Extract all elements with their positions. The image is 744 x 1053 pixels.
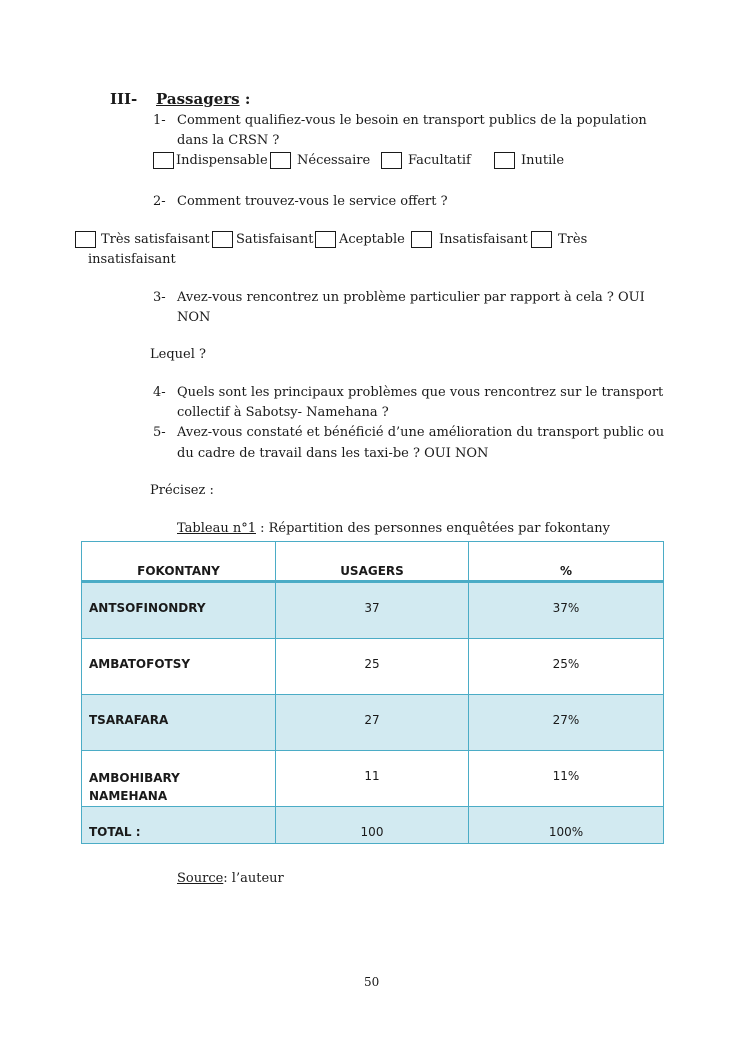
section-number: III- (110, 90, 138, 108)
fokontany-table (81, 541, 664, 844)
section-title-colon: : (239, 90, 251, 108)
q4-text-line1: Quels sont les principaux problèmes que vous rencontrez sur le transport (177, 385, 664, 400)
q1-option-inutile: Inutile (521, 153, 565, 168)
cell-fokontany: ANTSOFINONDRY (82, 582, 276, 639)
cell-fokontany: AMBOHIBARY NAMEHANA (82, 751, 276, 807)
cell-percent: 25% (469, 639, 664, 695)
q5-text-line1: Avez-vous constaté et bénéficié d’une amélioration du transport public ou (177, 425, 665, 440)
table-row (82, 751, 664, 807)
header-percent: % (469, 542, 664, 582)
table-header-row (82, 542, 664, 582)
q2-option-aceptable: Aceptable (339, 232, 405, 247)
cell-usagers: 25 (276, 639, 469, 695)
q2-option-satisfaisant: Satisfaisant (236, 232, 314, 247)
q1-option-necessaire: Nécessaire (297, 153, 371, 168)
q1-number: 1- (153, 113, 166, 128)
q4-text-line2: collectif à Sabotsy- Namehana ? (177, 405, 389, 420)
cell-percent: 37% (469, 582, 664, 639)
header-usagers: USAGERS (276, 542, 469, 582)
table-row (82, 639, 664, 695)
source-note (177, 871, 284, 886)
page-number: 50 (364, 975, 380, 989)
q2-checkbox-aceptable[interactable] (315, 231, 336, 248)
q2-checkbox-insatisfaisant[interactable] (411, 231, 432, 248)
table-caption-text: : Répartition des personnes enquêtées par fokontany (255, 521, 610, 536)
q5-text-line2: du cadre de travail dans les taxi-be ? OUI NON (177, 446, 489, 461)
q2-checkbox-satisfaisant[interactable] (212, 231, 233, 248)
cell-usagers: 11 (276, 751, 469, 807)
source-label: Source (177, 871, 224, 886)
q3-text-line1: Avez-vous rencontrez un problème particulier par rapport à cela ? OUI (177, 290, 645, 305)
cell-usagers: 37 (276, 582, 469, 639)
total-percent: 100% (469, 807, 664, 844)
section-title-text: Passagers (156, 90, 240, 108)
q2-checkbox-tres-satisfaisant[interactable] (75, 231, 96, 248)
q2-number: 2- (153, 194, 166, 209)
q1-checkbox-inutile[interactable] (494, 152, 515, 169)
cell-fokontany: AMBATOFOTSY (82, 639, 276, 695)
q2-option-tres: Très (558, 232, 588, 247)
q2-option-tres-satisfaisant: Très satisfaisant (101, 232, 210, 247)
cell-usagers: 27 (276, 695, 469, 751)
q1-text-line2: dans la CRSN ? (177, 133, 280, 148)
q5-followup: Précisez : (150, 483, 214, 498)
q1-text-line1: Comment qualifiez-vous le besoin en transport publics de la population (177, 113, 647, 128)
q1-checkbox-indispensable[interactable] (153, 152, 174, 169)
q3-followup: Lequel ? (150, 347, 206, 362)
q1-option-indispensable: Indispensable (176, 153, 268, 168)
q1-checkbox-facultatif[interactable] (381, 152, 402, 169)
q2-option-insatisfaisant: Insatisfaisant (439, 232, 528, 247)
q3-text-line2: NON (177, 310, 211, 325)
q2-checkbox-tres-insatisfaisant[interactable] (531, 231, 552, 248)
total-label: TOTAL : (82, 807, 276, 844)
table-total-row (82, 807, 664, 844)
table-caption (177, 521, 610, 536)
section-title (156, 90, 250, 108)
total-usagers: 100 (276, 807, 469, 844)
q1-checkbox-necessaire[interactable] (270, 152, 291, 169)
table-caption-label: Tableau n°1 (177, 521, 256, 536)
table-row (82, 695, 664, 751)
cell-fokontany: TSARAFARA (82, 695, 276, 751)
cell-percent: 27% (469, 695, 664, 751)
cell-percent: 11% (469, 751, 664, 807)
q5-number: 5- (153, 425, 166, 440)
source-text: : l’auteur (223, 871, 284, 886)
q2-text: Comment trouvez-vous le service offert ? (177, 194, 448, 209)
q2-option-continuation: insatisfaisant (88, 252, 176, 267)
q1-option-facultatif: Facultatif (408, 153, 471, 168)
q4-number: 4- (153, 385, 166, 400)
q3-number: 3- (153, 290, 166, 305)
table-row (82, 582, 664, 639)
header-fokontany: FOKONTANY (82, 542, 276, 582)
